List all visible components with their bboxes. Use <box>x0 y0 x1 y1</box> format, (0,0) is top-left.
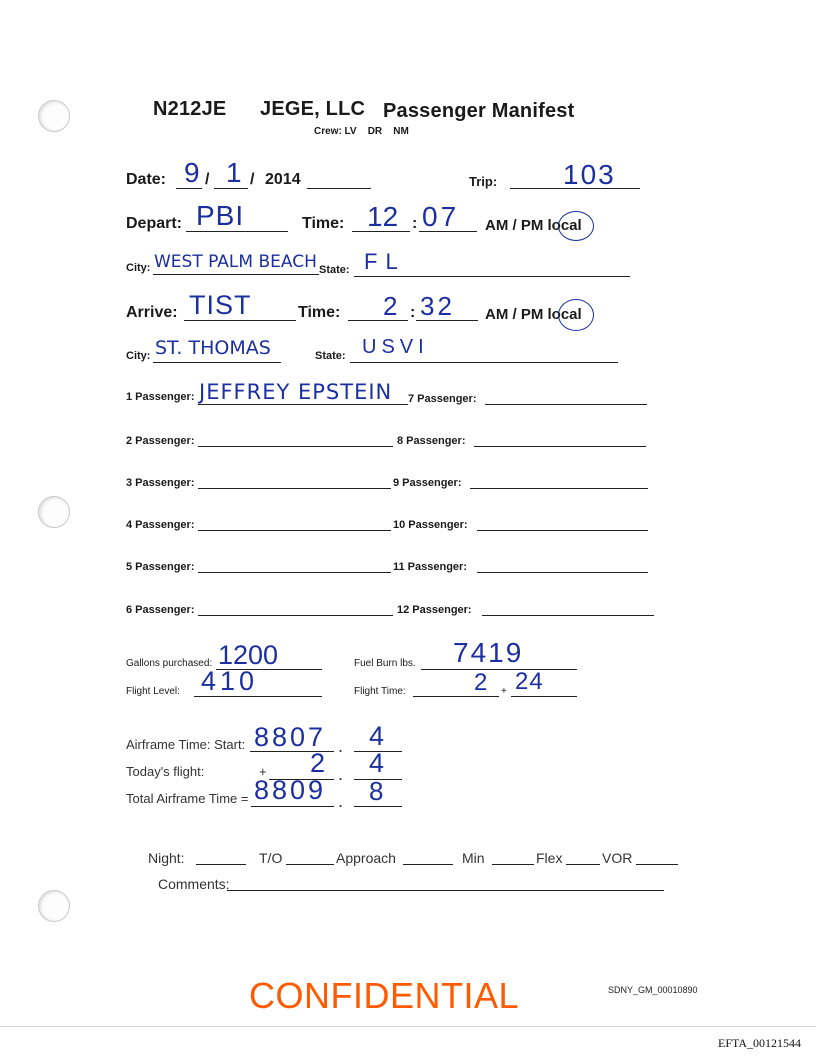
passenger-1-line <box>198 404 408 405</box>
passenger-9-label: 9 Passenger: <box>393 477 462 489</box>
vor-line <box>636 864 678 865</box>
total-airframe-dot: . <box>338 791 344 811</box>
passenger-5-line <box>198 572 391 573</box>
depart-state-line <box>354 276 630 277</box>
bates-number: SDNY_GM_00010890 <box>608 985 698 995</box>
arrive-ampm-local: AM / PM local <box>485 306 582 323</box>
airframe-start-whole: 8807 <box>254 722 327 752</box>
takeoff-line <box>286 864 334 865</box>
arrive-state: USVI <box>362 336 429 358</box>
arrive-pm-circle <box>558 299 594 331</box>
depart-minute: 07 <box>422 201 460 232</box>
confidential-stamp: CONFIDENTIAL <box>249 975 520 1016</box>
date-year-line <box>307 188 371 189</box>
comments-label: Comments: <box>158 876 230 892</box>
approach-label: Approach <box>336 850 396 866</box>
fuel-burn-value: 7419 <box>453 637 524 668</box>
passenger-6-label: 6 Passenger: <box>126 604 195 616</box>
arrive-state-label: State: <box>315 350 346 362</box>
flight-time-minutes: 24 <box>515 668 544 695</box>
passenger-7-label: 7 Passenger: <box>408 393 477 405</box>
binder-hole-top <box>38 100 70 132</box>
depart-pm-circle <box>558 211 594 241</box>
flex-label: Flex <box>536 850 563 866</box>
vor-label: VOR <box>602 850 633 866</box>
passenger-7-line <box>485 404 647 405</box>
passenger-11-line <box>477 572 648 573</box>
passenger-9-line <box>470 488 648 489</box>
depart-label: Depart: <box>126 215 183 232</box>
trip-label: Trip: <box>469 174 498 189</box>
night-line <box>196 864 246 865</box>
fuel-burn-line <box>421 669 577 670</box>
arrive-hour: 2 <box>383 291 398 321</box>
airframe-start-dot: . <box>338 736 344 756</box>
depart-time-label: Time: <box>302 215 345 232</box>
passenger-3-line <box>198 488 391 489</box>
night-label: Night: <box>148 850 185 866</box>
fuel-burn-label: Fuel Burn lbs. <box>354 658 416 669</box>
passenger-1-label: 1 Passenger: <box>126 391 195 403</box>
passenger-1-name: JEFFREY EPSTEIN <box>199 380 393 404</box>
page-bottom-edge <box>0 1026 816 1027</box>
airframe-start-label: Airframe Time: Start: <box>126 737 246 752</box>
arrive-city-label: City: <box>126 350 151 362</box>
depart-hour: 12 <box>367 201 399 232</box>
passenger-6-line <box>198 615 393 616</box>
passenger-4-label: 4 Passenger: <box>126 519 195 531</box>
passenger-11-label: 11 Passenger: <box>393 561 467 573</box>
depart-city-label: City: <box>126 262 151 274</box>
total-airframe-whole-line <box>251 806 334 807</box>
total-airframe-whole: 8809 <box>254 775 327 805</box>
flex-line <box>566 864 600 865</box>
flight-time-minutes-line <box>511 696 577 697</box>
document-title: Passenger Manifest <box>383 100 575 122</box>
takeoff-label: T/O <box>259 850 283 866</box>
depart-city: WEST PALM BEACH <box>154 252 317 272</box>
todays-flight-label: Today's flight: <box>126 764 205 779</box>
arrive-hour-line <box>348 320 408 321</box>
date-year: 2014 <box>265 171 301 188</box>
todays-flight-dec: 4 <box>369 748 385 778</box>
company-name: JEGE, LLC <box>260 98 366 120</box>
flight-time-separator: + <box>501 686 507 697</box>
total-airframe-dec: 8 <box>369 776 384 806</box>
depart-ampm-local: AM / PM local <box>485 217 582 234</box>
binder-hole-middle <box>38 496 70 528</box>
arrive-airport: TIST <box>189 290 252 320</box>
todays-flight-dot: . <box>338 764 344 784</box>
gallons-value: 1200 <box>218 640 279 670</box>
depart-city-line <box>153 274 319 275</box>
flight-level-label: Flight Level: <box>126 686 180 697</box>
airframe-start-dec: 4 <box>369 721 385 751</box>
approach-line <box>403 864 453 865</box>
passenger-5-label: 5 Passenger: <box>126 561 195 573</box>
passenger-10-label: 10 Passenger: <box>393 519 468 531</box>
arrive-city: ST. THOMAS <box>155 337 271 359</box>
date-day: 1 <box>226 157 242 188</box>
arrive-state-line <box>350 362 618 363</box>
passenger-12-label: 12 Passenger: <box>397 604 472 616</box>
arrive-label: Arrive: <box>126 304 178 321</box>
passenger-12-line <box>482 615 654 616</box>
date-sep-2: / <box>250 171 255 188</box>
passenger-8-line <box>474 446 646 447</box>
todays-flight-whole: 2 <box>310 748 326 778</box>
date-sep-1: / <box>205 171 210 188</box>
arrive-city-line <box>153 362 281 363</box>
arrive-time-label: Time: <box>298 304 341 321</box>
total-airframe-label: Total Airframe Time = <box>126 791 249 806</box>
flight-time-hours: 2 <box>474 669 488 696</box>
passenger-10-line <box>477 530 648 531</box>
depart-state: FL <box>364 249 406 274</box>
efta-number: EFTA_00121544 <box>718 1036 802 1050</box>
flight-level-value: 410 <box>201 666 259 696</box>
passenger-3-label: 3 Passenger: <box>126 477 195 489</box>
comments-line <box>227 890 664 891</box>
todays-flight-plus: + <box>259 764 267 779</box>
passenger-8-label: 8 Passenger: <box>397 435 466 447</box>
aircraft-tail-number: N212JE <box>153 98 227 120</box>
minimums-label: Min <box>462 850 485 866</box>
arrive-minute: 32 <box>420 291 455 321</box>
gallons-label: Gallons purchased: <box>126 658 213 669</box>
flight-time-label: Flight Time: <box>354 686 406 697</box>
binder-hole-bottom <box>38 890 70 922</box>
crew-line: Crew: LV DR NM <box>314 126 409 137</box>
depart-time-colon: : <box>412 215 418 232</box>
passenger-2-line <box>198 446 393 447</box>
depart-state-label: State: <box>319 264 350 276</box>
passenger-4-line <box>198 530 391 531</box>
date-label: Date: <box>126 171 167 188</box>
passenger-2-label: 2 Passenger: <box>126 435 195 447</box>
arrive-time-colon: : <box>410 304 416 321</box>
minimums-line <box>492 864 534 865</box>
depart-airport: PBI <box>196 200 245 231</box>
date-month: 9 <box>184 157 200 188</box>
trip-number: 103 <box>563 159 616 190</box>
